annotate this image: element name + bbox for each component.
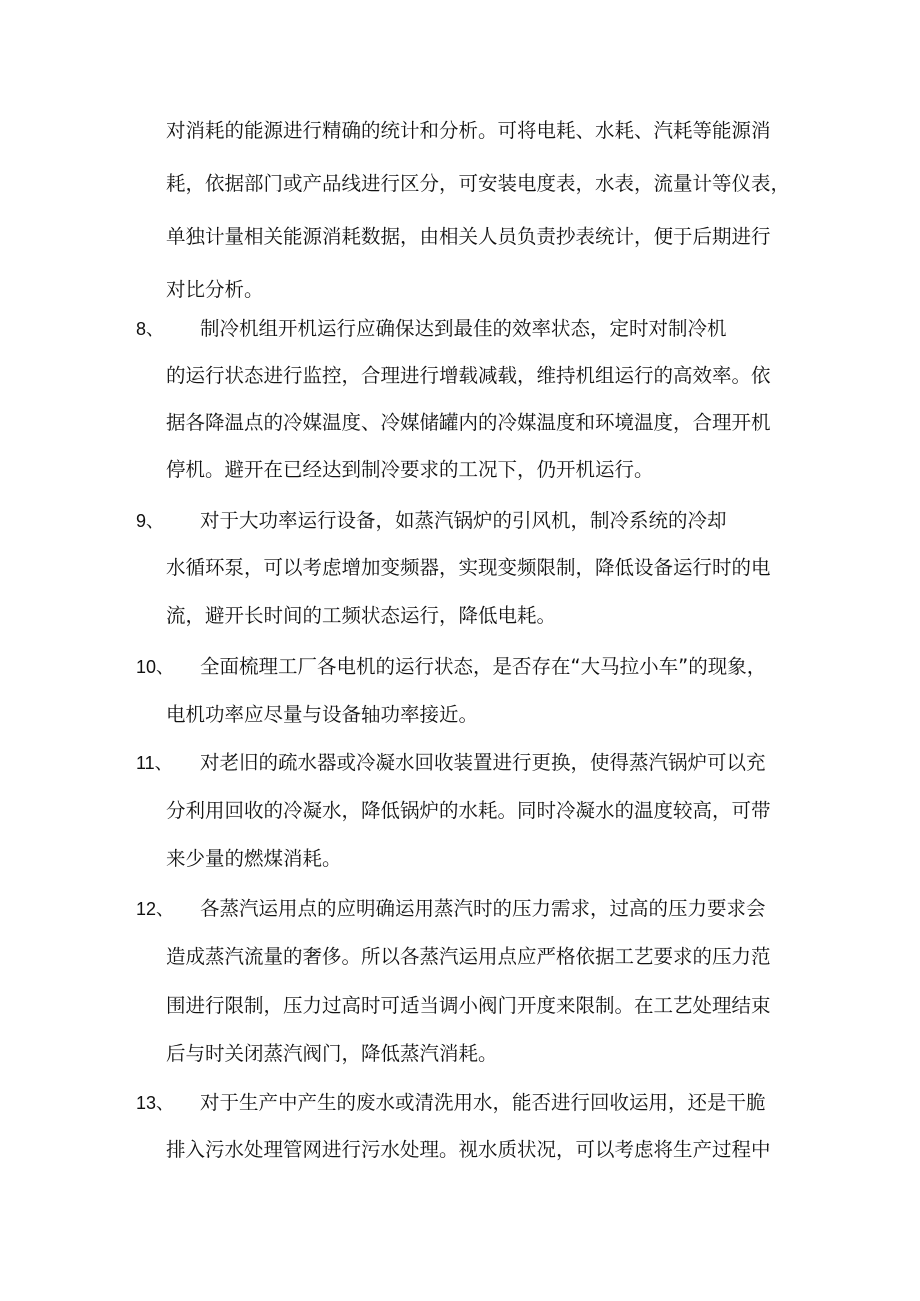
item-11-line-3: 来少量的燃煤消耗。 (166, 847, 342, 870)
item-11-number: 11、 (136, 753, 173, 773)
item-10-line-1: 全面梳理工厂各电机的运行状态，是否存在“大马拉小车”的现象， (200, 655, 767, 678)
item-12-line-4: 后与时关闭蒸汽阀门，降低蒸汽消耗。 (166, 1042, 498, 1065)
item-10-line-2: 电机功率应尽量与设备轴功率接近。 (166, 703, 479, 726)
item-9-line-3: 流，避开长时间的工频状态运行，降低电耗。 (166, 604, 557, 627)
intro-line-2: 耗，依据部门或产品线进行区分，可安装电度表，水表，流量计等仪表， (166, 172, 791, 195)
item-8-line-4: 停机。避开在已经达到制冷要求的工况下，仍开机运行。 (166, 458, 654, 481)
intro-line-3: 单独计量相关能源消耗数据，由相关人员负责抄表统计，便于后期进行 (166, 225, 771, 248)
item-9-line-2: 水循环泵，可以考虑增加变频器，实现变频限制，降低设备运行时的电 (166, 556, 771, 579)
item-10-number: 10、 (136, 657, 175, 677)
item-12-number: 12、 (136, 899, 175, 919)
item-8-line-2: 的运行状态进行监控，合理进行增载减载，维持机组运行的高效率。依 (166, 364, 771, 387)
intro-line-1: 对消耗的能源进行精确的统计和分析。可将电耗、水耗、汽耗等能源消 (166, 119, 771, 142)
item-13-number: 13、 (136, 1093, 175, 1113)
item-8-number: 8、 (136, 319, 165, 339)
item-8-line-3: 据各降温点的冷媒温度、冷媒储罐内的冷媒温度和环境温度，合理开机 (166, 411, 771, 434)
item-13-line-2: 排入污水处理管网进行污水处理。视水质状况，可以考虑将生产过程中 (166, 1138, 771, 1161)
item-9-line-1: 对于大功率运行设备，如蒸汽锅炉的引风机，制冷系统的冷却 (200, 509, 727, 532)
item-11-line-2: 分利用回收的冷凝水，降低锅炉的水耗。同时冷凝水的温度较高，可带 (166, 799, 771, 822)
item-12-line-1: 各蒸汽运用点的应明确运用蒸汽时的压力需求，过高的压力要求会 (200, 897, 766, 920)
item-8-line-1: 制冷机组开机运行应确保达到最佳的效率状态，定时对制冷机 (200, 317, 727, 340)
item-13-line-1: 对于生产中产生的废水或清洗用水，能否进行回收运用，还是干脆 (200, 1091, 766, 1114)
item-12-line-3: 围进行限制，压力过高时可适当调小阀门开度来限制。在工艺处理结束 (166, 994, 771, 1017)
item-9-number: 9、 (136, 511, 165, 531)
item-11-line-1: 对老旧的疏水器或冷凝水回收装置进行更换，使得蒸汽锅炉可以充 (200, 751, 766, 774)
item-12-line-2: 造成蒸汽流量的奢侈。所以各蒸汽运用点应严格依据工艺要求的压力范 (166, 945, 771, 968)
intro-line-4: 对比分析。 (166, 278, 264, 301)
